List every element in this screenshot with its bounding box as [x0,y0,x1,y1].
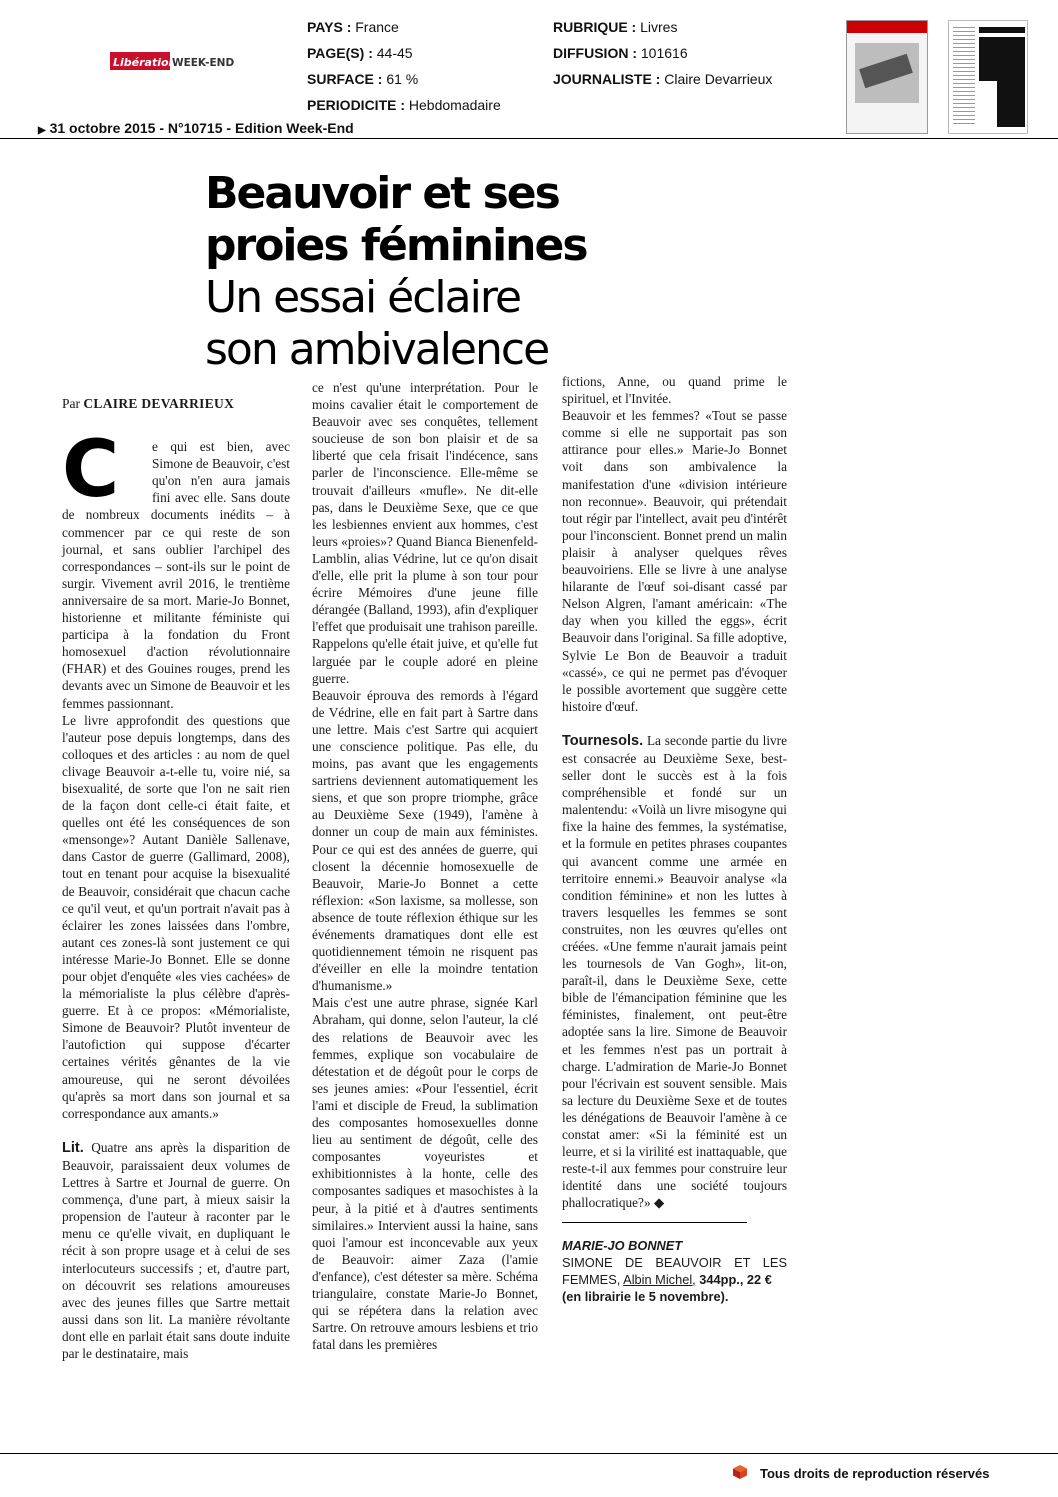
svg-text:WEEK-END: WEEK-END [172,57,235,69]
byline: Par CLAIRE DEVARRIEUX [62,396,235,411]
cube-logo-icon [733,1465,747,1479]
article-column-3 [562,373,787,1305]
section-heading: Lit. [62,1139,84,1156]
paragraph: Tournesols. La seconde partie du livre est consacrée au Deuxième Sexe, best-seller dont le succès est à la fois compréhensible et fondé sur un malentendu: «Voilà un livre misogyne qui fixe la haine des femmes, la systématise, et la formule en petites phrases coupantes qui avancent comme une armée en territoire ennemi.» Beauvoir analyse «la condition féminine» et non les luttes à travers lesquelles les femmes se sont construites, non les œuvres qu'elles ont créées. «Une femme n'aurait jamais peint les tournesols de Van Gogh», lit-on, paraît-il, dans le Deuxième Sexe, cette bible de l'émancipation féminine que les féministes, finalement, ont peut-être adoptée sans la lire. Simone de Beauvoir et les femmes n'est pas un portrait à charge. L'admiration de Marie-Jo Bonnet pour l'écrivain est souvent sensible. Mais sa lecture du Deuxième Sexe et de toutes les dénégations de Beauvoir l'amène à ce constat amer: «Si la féminité est un leurre, et si la virilité est inattaquable, que reste-t-il aux femmes pour construire leur identité dans une société toujours phallocratique?» ◆ [562,732,787,1211]
paragraph: Lit. Quatre ans après la disparition de Beauvoir, paraissaient deux volumes de Lettres à Sartre et Journal de guerre. On commença, d'une part, à mieux saisir la propension de l'auteur à raconter par le menu ce qu'elle vivait, en dupliquant le récit à son propre usage et à celui de ses interlocuteurs successifs ; et, d'autre part, on découvrit ses relations amoureuses avec des jeunes filles que Sartre mettait aussi dans son lit. La manière révoltante dont elle en parlait était sans doute induite par le destinataire, mais [62,1139,290,1361]
meta-right [553,14,772,92]
drop-cap: C [62,425,120,516]
meta-section: RUBRIQUE : Livres [553,19,678,35]
headline: Beauvoir et ses proies féminines [205,168,587,271]
book-reference: MARIE-JO BONNET SIMONE DE BEAUVOIR ET LES FEMMES, Albin Michel, 344pp., 22 € (en librairie le 5 novembre). [562,1237,787,1304]
meta-pages: PAGE(S) : 44-45 [307,45,413,61]
meta-surface: SURFACE : 61 % [307,71,419,87]
paragraph: Beauvoir et les femmes? «Tout se passe comme si elle ne supportait pas son attirance pour elles.» Marie-Jo Bonnet voit dans son ambivalence la manifestation d'une «division intérieure non reconnue». Beauvoir, qui prétendait tout régir par l'intellect, avait peu d'intérêt pour l'inconscient. Bonnet prend un malin plaisir à analyser quelques rêves beauvoiriens. Elle se livre à une analyse hilarante de l'œuf soi-disant cassé par Nelson Algren, l'amant américain: «The day when you killed the eggs», écrit Beauvoir dans l'original. Sa fille adoptive, Sylvie Le Bon de Beauvoir a traduit «cassé», ce qui ne permet pas d'évoquer le possible avortement que suggère cette histoire d'œuf. [562,408,787,714]
meta-left [307,14,501,118]
meta-journalist: JOURNALISTE : Claire Devarrieux [553,71,773,87]
article-column-1 [62,395,290,1362]
meta-country: PAYS : France [307,19,399,35]
svg-text:Libération: Libération [113,56,177,69]
header-divider [0,138,1058,139]
paragraph: Beauvoir éprouva des remords à l'égard de Védrine, elle en fait part à Sartre dans une lettre. Mais c'est Sartre qui acquiert une conscience politique. Pas elle, du moins, pas avant que les engagements sartriens deviennent automatiquement les siens, et que son propre triomphe, grâce au Deuxième Sexe (1949), l'amène à donner un coup de main aux féministes. Pour ce qui est des années de guerre, qui closent la décennie homosexuelle de Beauvoir, Marie-Jo Bonnet a cette réflexion: «Son laxisme, sa mollesse, son absence de toute réflexion éthique sur les événements dramatiques dont elle est quotidiennement témoin ne risquent pas d'éveiller en elle la moindre tentation d'humanisme.» [312,687,538,994]
paragraph: fictions, Anne, ou quand prime le spirituel, et l'Invitée. [562,374,787,407]
subheadline: Un essai éclaire son ambivalence [205,272,549,375]
page-thumbnail [948,20,1028,134]
paragraph: Le livre approfondit des questions que l'auteur pose depuis longtemps, dans des colloques et des articles : au nom de quel clivage Beauvoir a-t-elle tu, voire nié, sa bisexualité, de sorte que l'on ne sait rien de la façon dont celle-ci était faite, et quelles ont été les conséquences de son «mensonge»? Autant Danièle Sallenave, dans Castor de guerre (Gallimard, 2008), tout en tenant pour acquise la bisexualité de Beauvoir, considérait que chacun cache ce qu'il veut, et qu'un portrait n'avait pas à éclairer les zones laissées dans l'ombre, autant ces zones-là sont justement ce qui intéresse Marie-Jo Bonnet. Elle se donne pour objet d'enquête «les vies cachées» de la mémorialiste la plus célèbre d'après-guerre. Et à ce propos: «Mémorialiste, Simone de Beauvoir? Plutôt inventeur de l'autofiction qui suppose d'écarter certaines vérités gênantes de la vie amoureuse, qui ne seront dévoilées qu'après sa mort dans son journal et sa correspondance aux amants.» [62,712,290,1121]
footer-divider [0,1453,1058,1454]
paragraph: Mais c'est une autre phrase, signée Karl Abraham, qui donne, selon l'auteur, la clé des relations de Beauvoir avec les femmes, explique son vocabulaire de détestation et de dégoût pour le corps de ses jeunes amies: «Pour l'essentiel, écrit l'ami et disciple de Freud, la sublimation des composantes homosexuelles donne lieu au sentiment de dégoût, celle des composantes voyeuristes et exhibitionnistes à la honte, celle des composantes sadiques et masochistes à la peur, à la pitié et à d'autres sentiments similaires.» Intervient aussi la haine, sans quoi l'amour est inconcevable aux yeux de Beauvoir: aimer Zaza (l'amie d'enfance), c'est détester sa mère. Schéma triangulaire, constate Marie-Jo Bonnet, qui se répétera dans la relation avec Sartre. On retrouve amours lesbiens et trio fatal dans les premières [312,995,538,1353]
copyright-notice: Tous droits de reproduction réservés [760,1466,990,1481]
reference-divider [562,1222,747,1223]
cover-thumbnail [846,20,928,134]
publisher-link: Albin Michel, [623,1271,696,1287]
article-column-2 [312,379,538,1353]
triangle-bullet-icon: ▶ [38,125,46,136]
meta-periodicity: PERIODICITE : Hebdomadaire [307,97,501,113]
paragraph: ce n'est qu'une interprétation. Pour le moins cavalier était le comportement de Beauvoir avec ses conquêtes, tellement soucieuse de son bon plaisir et de sa liberté que cela frisait l'indécence, sans parler de l'inconscience. Elle-même se trouvait d'ailleurs «mufle». Ne dit-elle pas, dans le Deuxième Sexe, que ce que les lesbiennes envient aux hommes, c'est leurs «proies»? Quand Bianca Bienenfeld-Lamblin, alias Védrine, lut ce qu'on disait d'elle, elle prit la plume à son tour pour écrire Mémoires d'une jeune fille dérangée (Balland, 1993), afin d'expliquer l'effet que produisait une trahison pareille. Rappelons qu'elle était juive, et qu'elle fut larguée par le couple adoré en pleine guerre. [312,380,538,686]
publication-logo [110,50,235,74]
dateline: ▶ 31 octobre 2015 - N°10715 - Edition Week-End [38,120,354,136]
section-heading: Tournesols. [562,732,644,749]
paragraph: e qui est bien, avec Simone de Beauvoir, c'est qu'on n'en aura jamais fini avec elle. Sans doute de nombreux documents inédits – à commencer par ce qui reste de son journal, et sans oublier l'archipel des correspondances – sont-ils sur le point de surgir. Vivement avril 2016, le trentième anniversaire de sa mort. Marie-Jo Bonnet, historienne et militante féministe qui participa à la fondation du Front homosexuel d'action révolutionnaire (FHAR) et des Gouines rouges, prend les devants avec un Simone de Beauvoir et les femmes passionnant. [62,439,290,711]
meta-circulation: DIFFUSION : 101616 [553,45,688,61]
